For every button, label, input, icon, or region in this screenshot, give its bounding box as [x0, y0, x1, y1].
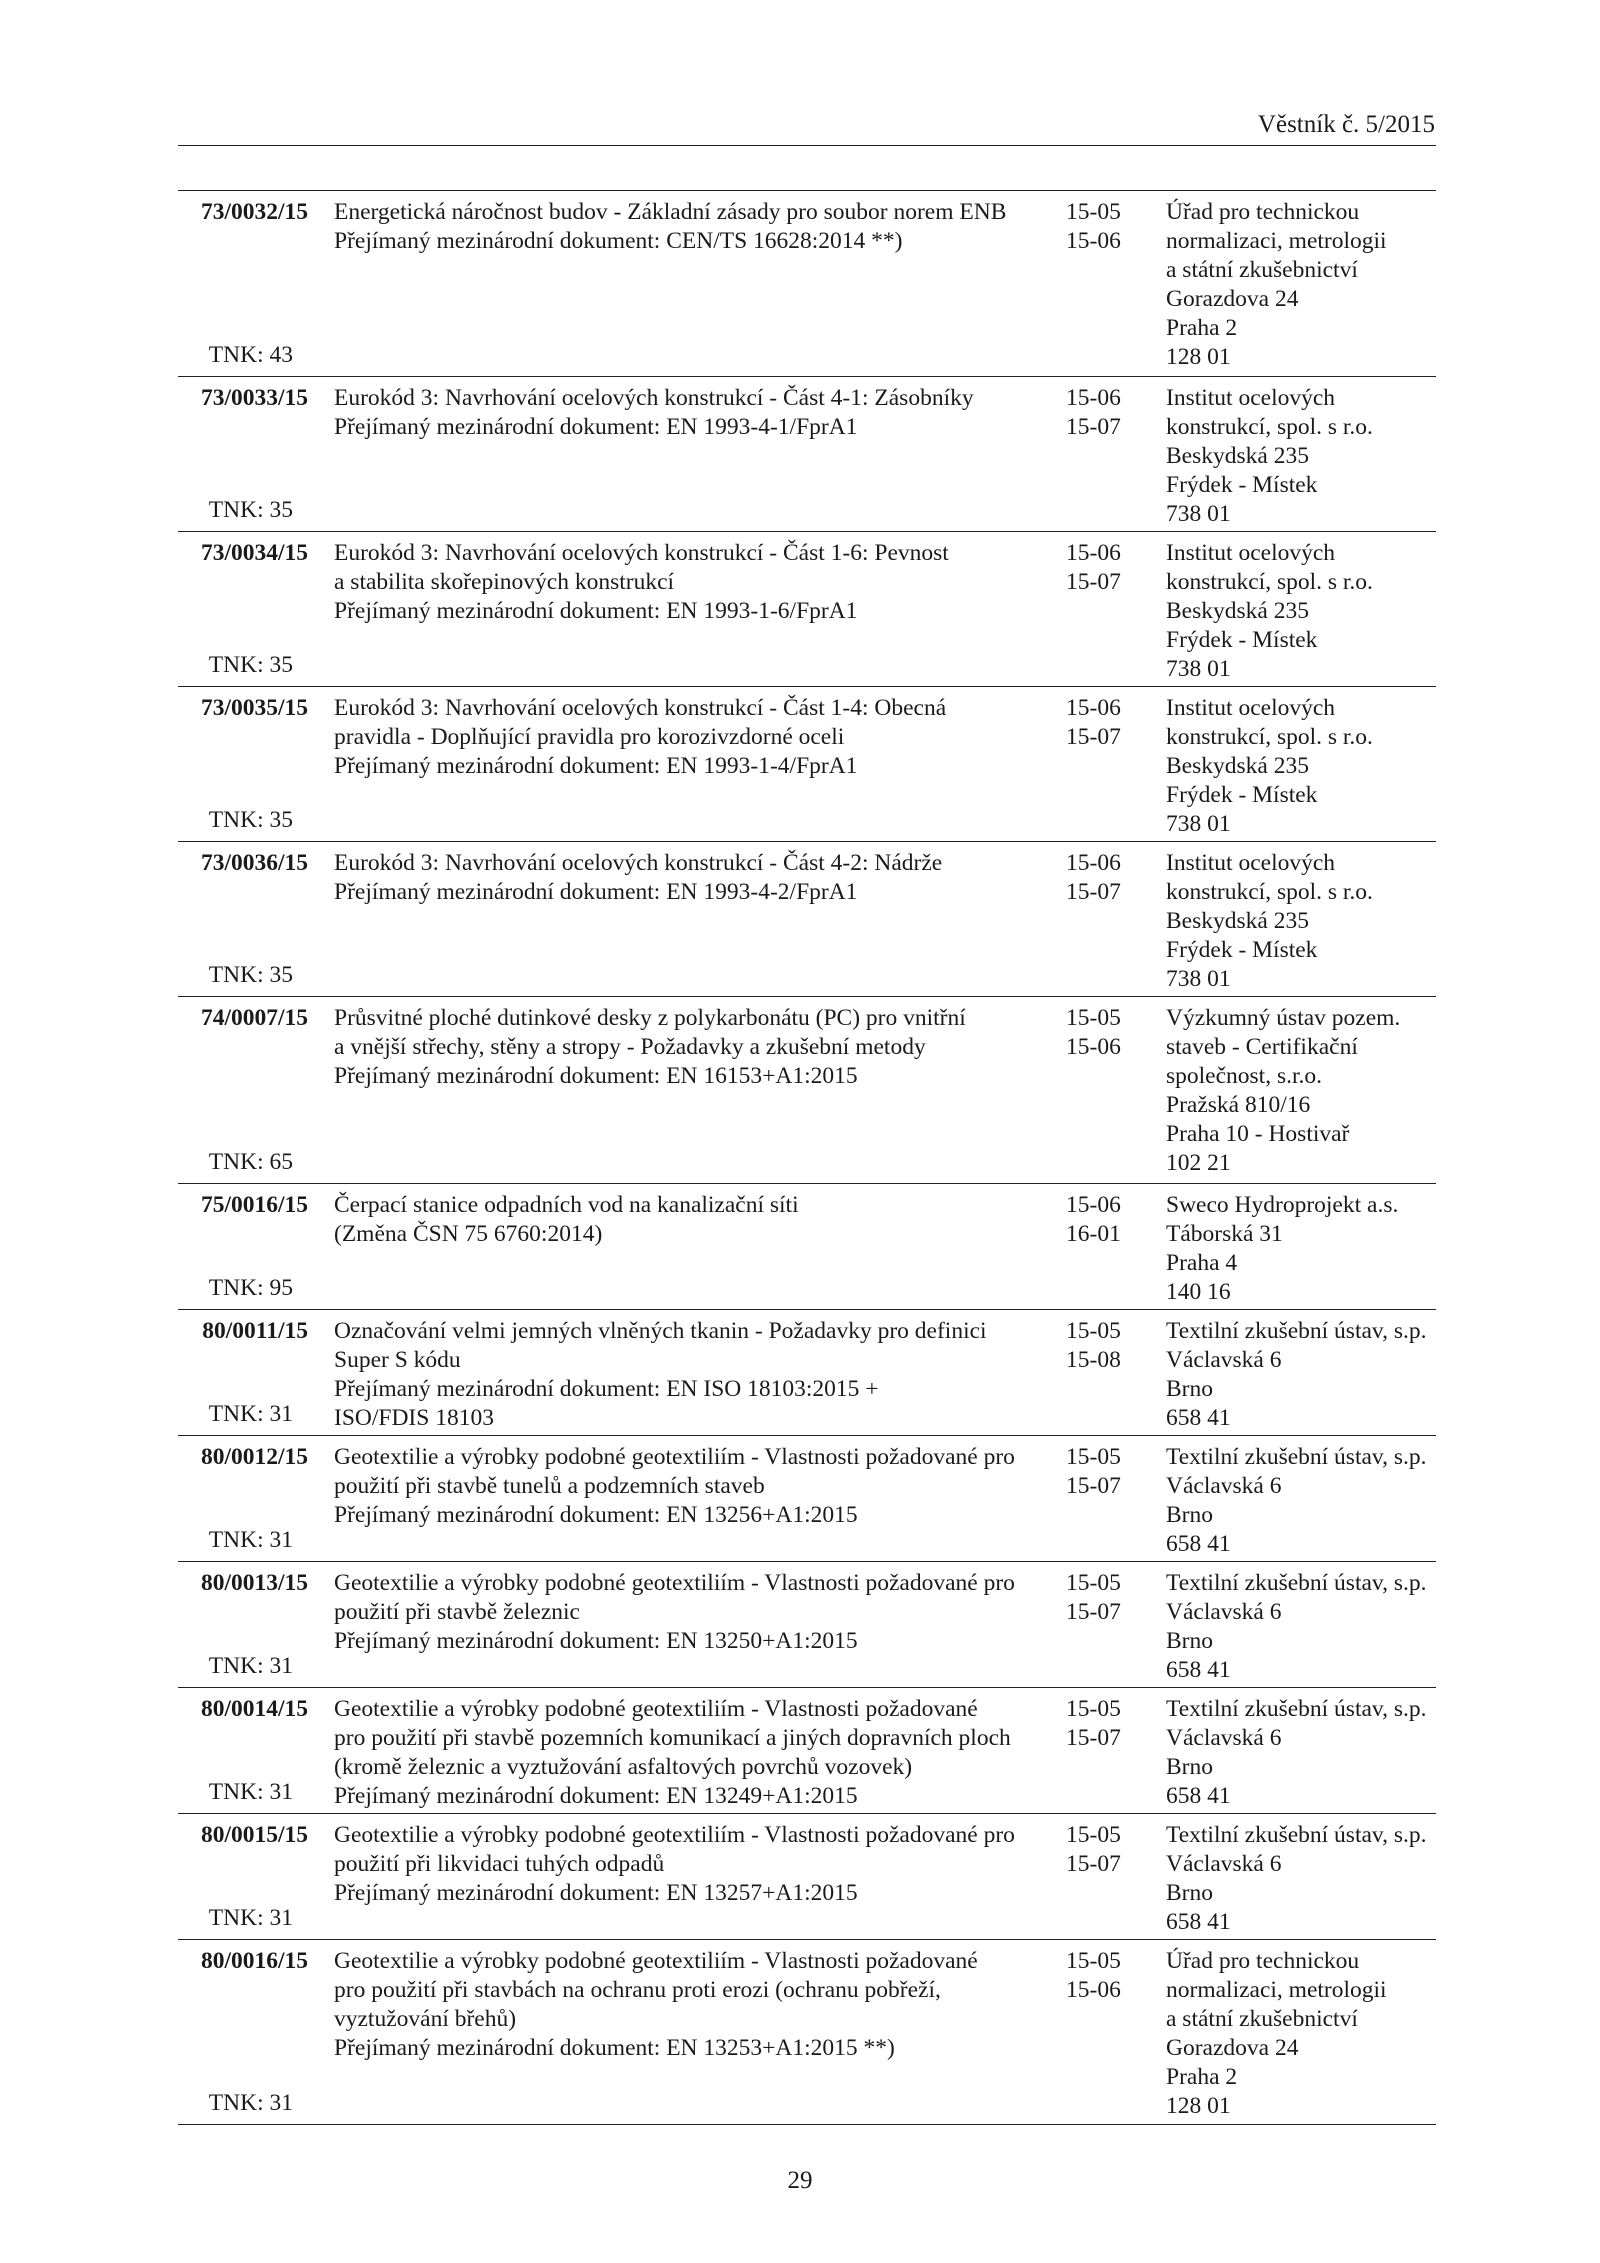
title-line: Přejímaný mezinárodní dokument: EN 13253+A1:2015 **) — [334, 2035, 895, 2061]
title-line: Přejímaný mezinárodní dokument: EN 1993-4-2/FprA1 — [334, 879, 858, 905]
organization-line: Táborská 31 — [1166, 1221, 1283, 1247]
date-value: 15-07 — [1066, 1851, 1121, 1877]
organization-line: a státní zkušebnictví — [1166, 257, 1358, 283]
standard-dates — [1066, 539, 1146, 597]
organization-line: 128 01 — [1166, 2093, 1231, 2119]
organization-line: Frýdek - Místek — [1166, 937, 1318, 963]
organization-line: Brno — [1166, 1628, 1213, 1654]
title-line: Geotextilie a výrobky podobné geotextiliím - Vlastnosti požadované pro — [334, 1822, 1015, 1848]
title-line: pravidla - Doplňující pravidla pro korozivzdorné oceli — [334, 724, 845, 750]
organization-line: Václavská 6 — [1166, 1473, 1282, 1499]
standard-code: 80/0013/15 — [200, 1570, 308, 1596]
date-value: 15-06 — [1066, 1034, 1121, 1060]
standard-dates — [1066, 1947, 1146, 2005]
organization-line: Sweco Hydroprojekt a.s. — [1166, 1192, 1399, 1218]
standard-title — [334, 1947, 1054, 2063]
date-value: 15-07 — [1066, 414, 1121, 440]
organization-line: Úřad pro technickou — [1166, 199, 1360, 225]
standard-code: 80/0015/15 — [200, 1822, 308, 1848]
processing-organization — [1166, 384, 1441, 529]
standard-code: 75/0016/15 — [200, 1192, 308, 1218]
organization-line: Václavská 6 — [1166, 1851, 1282, 1877]
organization-line: Praha 10 - Hostivař — [1166, 1121, 1350, 1147]
organization-line: Václavská 6 — [1166, 1347, 1282, 1373]
standard-dates — [1066, 849, 1146, 907]
organization-line: Brno — [1166, 1880, 1213, 1906]
title-line: Eurokód 3: Navrhování ocelových konstrukcí - Část 1-6: Pevnost — [334, 540, 949, 566]
tnk-number: TNK: 31 — [208, 2090, 293, 2116]
date-value: 15-06 — [1066, 695, 1121, 721]
standard-code: 80/0014/15 — [200, 1696, 308, 1722]
organization-line: Úřad pro technickou — [1166, 1948, 1360, 1974]
title-line: Přejímaný mezinárodní dokument: EN 1993-4-1/FprA1 — [334, 414, 858, 440]
table-row — [178, 377, 1436, 532]
date-value: 15-06 — [1066, 1192, 1121, 1218]
title-line: Geotextilie a výrobky podobné geotextiliím - Vlastnosti požadované pro — [334, 1444, 1015, 1470]
table-row — [178, 1814, 1436, 1940]
table-row — [178, 1562, 1436, 1688]
processing-organization — [1166, 1569, 1441, 1685]
organization-line: staveb - Certifikační — [1166, 1034, 1358, 1060]
organization-line: Textilní zkušební ústav, s.p. — [1166, 1696, 1427, 1722]
title-line: Označování velmi jemných vlněných tkanin - Požadavky pro definici — [334, 1318, 987, 1344]
standard-dates — [1066, 198, 1146, 256]
table-row — [178, 687, 1436, 842]
organization-line: 102 21 — [1166, 1150, 1231, 1176]
date-value: 15-07 — [1066, 1725, 1121, 1751]
title-line: Přejímaný mezinárodní dokument: EN 1993-1-4/FprA1 — [334, 753, 858, 779]
organization-line: Beskydská 235 — [1166, 753, 1309, 779]
organization-line: Václavská 6 — [1166, 1725, 1282, 1751]
organization-line: Frýdek - Místek — [1166, 472, 1318, 498]
table-row — [178, 1436, 1436, 1562]
standard-dates — [1066, 1821, 1146, 1879]
organization-line: Praha 4 — [1166, 1250, 1238, 1276]
organization-line: Textilní zkušební ústav, s.p. — [1166, 1822, 1427, 1848]
title-line: (Změna ČSN 75 6760:2014) — [334, 1221, 603, 1247]
organization-line: 738 01 — [1166, 966, 1231, 992]
standard-code: 73/0032/15 — [200, 199, 308, 225]
tnk-number: TNK: 31 — [208, 1653, 293, 1679]
organization-line: Pražská 810/16 — [1166, 1092, 1311, 1118]
date-value: 15-05 — [1066, 1005, 1121, 1031]
date-value: 15-07 — [1066, 1473, 1121, 1499]
processing-organization — [1166, 539, 1441, 684]
tnk-number: TNK: 35 — [208, 807, 293, 833]
tnk-number: TNK: 43 — [208, 342, 293, 368]
page-header-title: Věstník č. 5/2015 — [1257, 111, 1435, 138]
organization-line: Brno — [1166, 1754, 1213, 1780]
standard-code: 80/0011/15 — [202, 1318, 308, 1344]
standard-title — [334, 849, 1054, 907]
standard-dates — [1066, 1191, 1146, 1249]
title-line: Přejímaný mezinárodní dokument: EN 1993-1-6/FprA1 — [334, 598, 858, 624]
date-value: 15-05 — [1066, 199, 1121, 225]
organization-line: 658 41 — [1166, 1405, 1231, 1431]
title-line: použití při likvidaci tuhých odpadů — [334, 1851, 665, 1877]
organization-line: Beskydská 235 — [1166, 443, 1309, 469]
processing-organization — [1166, 1947, 1441, 2121]
processing-organization — [1166, 1317, 1441, 1433]
date-value: 15-05 — [1066, 1318, 1121, 1344]
organization-line: Frýdek - Místek — [1166, 627, 1318, 653]
title-line: ISO/FDIS 18103 — [334, 1405, 494, 1431]
table-row — [178, 1940, 1436, 2125]
date-value: 15-05 — [1066, 1696, 1121, 1722]
standard-code: 74/0007/15 — [200, 1005, 308, 1031]
organization-line: Institut ocelových — [1166, 695, 1336, 721]
organization-line: 738 01 — [1166, 811, 1231, 837]
organization-line: 658 41 — [1166, 1531, 1231, 1557]
standard-title — [334, 384, 1054, 442]
title-line: Přejímaný mezinárodní dokument: EN 13257+A1:2015 — [334, 1880, 858, 1906]
standard-title — [334, 1317, 1054, 1433]
date-value: 15-07 — [1066, 724, 1121, 750]
organization-line: a státní zkušebnictví — [1166, 2006, 1358, 2032]
title-line: Eurokód 3: Navrhování ocelových konstrukcí - Část 4-1: Zásobníky — [334, 385, 974, 411]
organization-line: Frýdek - Místek — [1166, 782, 1318, 808]
standard-code: 73/0033/15 — [200, 385, 308, 411]
processing-organization — [1166, 1695, 1441, 1811]
tnk-number: TNK: 31 — [208, 1779, 293, 1805]
organization-line: normalizaci, metrologii — [1166, 1977, 1387, 2003]
organization-line: Výzkumný ústav pozem. — [1166, 1005, 1401, 1031]
organization-line: Textilní zkušební ústav, s.p. — [1166, 1570, 1427, 1596]
table-row — [178, 1184, 1436, 1310]
organization-line: konstrukcí, spol. s r.o. — [1166, 879, 1373, 905]
tnk-number: TNK: 95 — [208, 1275, 293, 1301]
organization-line: Institut ocelových — [1166, 540, 1336, 566]
title-line: použití při stavbě železnic — [334, 1599, 580, 1625]
organization-line: Institut ocelových — [1166, 385, 1336, 411]
standard-title — [334, 694, 1054, 781]
processing-organization — [1166, 1004, 1441, 1178]
date-value: 15-06 — [1066, 850, 1121, 876]
title-line: pro použití při stavbě pozemních komunikací a jiných dopravních ploch — [334, 1725, 1011, 1751]
standard-dates — [1066, 1695, 1146, 1753]
standard-code: 80/0012/15 — [200, 1444, 308, 1470]
tnk-number: TNK: 65 — [208, 1149, 293, 1175]
tnk-number: TNK: 31 — [208, 1401, 293, 1427]
title-line: Přejímaný mezinárodní dokument: CEN/TS 16628:2014 **) — [334, 228, 903, 254]
processing-organization — [1166, 1443, 1441, 1559]
organization-line: Brno — [1166, 1376, 1213, 1402]
header-divider — [178, 145, 1436, 146]
title-line: Geotextilie a výrobky podobné geotextiliím - Vlastnosti požadované — [334, 1948, 978, 1974]
title-line: Čerpací stanice odpadních vod na kanalizační síti — [334, 1192, 799, 1218]
organization-line: Beskydská 235 — [1166, 908, 1309, 934]
standard-title — [334, 1191, 1054, 1249]
standards-table — [178, 191, 1436, 2125]
date-value: 15-07 — [1066, 879, 1121, 905]
standard-title — [334, 1695, 1054, 1811]
organization-line: Václavská 6 — [1166, 1599, 1282, 1625]
standard-dates — [1066, 694, 1146, 752]
organization-line: konstrukcí, spol. s r.o. — [1166, 414, 1373, 440]
title-line: Přejímaný mezinárodní dokument: EN 13250+A1:2015 — [334, 1628, 858, 1654]
table-row — [178, 1310, 1436, 1436]
organization-line: konstrukcí, spol. s r.o. — [1166, 724, 1373, 750]
organization-line: konstrukcí, spol. s r.o. — [1166, 569, 1373, 595]
processing-organization — [1166, 198, 1441, 372]
page-number: 29 — [787, 2167, 813, 2194]
title-line: Geotextilie a výrobky podobné geotextiliím - Vlastnosti požadované pro — [334, 1570, 1015, 1596]
table-row — [178, 1688, 1436, 1814]
date-value: 15-05 — [1066, 1444, 1121, 1470]
title-line: Eurokód 3: Navrhování ocelových konstrukcí - Část 1-4: Obecná — [334, 695, 947, 721]
organization-line: 658 41 — [1166, 1657, 1231, 1683]
date-value: 15-05 — [1066, 1822, 1121, 1848]
organization-line: Institut ocelových — [1166, 850, 1336, 876]
organization-line: Gorazdova 24 — [1166, 2035, 1299, 2061]
organization-line: 658 41 — [1166, 1783, 1231, 1809]
organization-line: Beskydská 235 — [1166, 598, 1309, 624]
date-value: 15-06 — [1066, 228, 1121, 254]
organization-line: společnost, s.r.o. — [1166, 1063, 1323, 1089]
standard-code: 73/0034/15 — [200, 540, 308, 566]
standard-code: 80/0016/15 — [200, 1948, 308, 1974]
title-line: Přejímaný mezinárodní dokument: EN 13249+A1:2015 — [334, 1783, 858, 1809]
title-line: Přejímaný mezinárodní dokument: EN 13256+A1:2015 — [334, 1502, 858, 1528]
title-line: Průsvitné ploché dutinkové desky z polykarbonátu (PC) pro vnitřní — [334, 1005, 966, 1031]
organization-line: 738 01 — [1166, 501, 1231, 527]
date-value: 15-07 — [1066, 569, 1121, 595]
title-line: a vnější střechy, stěny a stropy - Požadavky a zkušební metody — [334, 1034, 926, 1060]
processing-organization — [1166, 1191, 1441, 1307]
title-line: Super S kódu — [334, 1347, 461, 1373]
table-row — [178, 997, 1436, 1184]
tnk-number: TNK: 31 — [208, 1527, 293, 1553]
tnk-number: TNK: 35 — [208, 497, 293, 523]
organization-line: normalizaci, metrologii — [1166, 228, 1387, 254]
standard-title — [334, 1569, 1054, 1656]
date-value: 15-08 — [1066, 1347, 1121, 1373]
title-line: Eurokód 3: Navrhování ocelových konstrukcí - Část 4-2: Nádrže — [334, 850, 943, 876]
standard-code: 73/0036/15 — [200, 850, 308, 876]
organization-line: 738 01 — [1166, 656, 1231, 682]
date-value: 15-05 — [1066, 1570, 1121, 1596]
title-line: Geotextilie a výrobky podobné geotextiliím - Vlastnosti požadované — [334, 1696, 978, 1722]
date-value: 15-05 — [1066, 1948, 1121, 1974]
organization-line: 128 01 — [1166, 344, 1231, 370]
title-line: pro použití při stavbách na ochranu proti erozi (ochranu pobřeží, — [334, 1977, 941, 2003]
table-row — [178, 532, 1436, 687]
standard-title — [334, 1821, 1054, 1908]
tnk-number: TNK: 35 — [208, 962, 293, 988]
organization-line: 658 41 — [1166, 1909, 1231, 1935]
organization-line: Praha 2 — [1166, 315, 1238, 341]
standard-title — [334, 1443, 1054, 1530]
standard-title — [334, 539, 1054, 626]
processing-organization — [1166, 694, 1441, 839]
standard-dates — [1066, 1569, 1146, 1627]
organization-line: 140 16 — [1166, 1279, 1231, 1305]
standard-title — [334, 198, 1054, 256]
date-value: 15-07 — [1066, 1599, 1121, 1625]
standard-title — [334, 1004, 1054, 1091]
standard-dates — [1066, 1317, 1146, 1375]
date-value: 15-06 — [1066, 385, 1121, 411]
standard-code: 73/0035/15 — [200, 695, 308, 721]
tnk-number: TNK: 31 — [208, 1905, 293, 1931]
standard-dates — [1066, 1443, 1146, 1501]
title-line: vyztužování břehů) — [334, 2006, 517, 2032]
standard-dates — [1066, 1004, 1146, 1062]
table-row — [178, 191, 1436, 377]
organization-line: Gorazdova 24 — [1166, 286, 1299, 312]
title-line: použití při stavbě tunelů a podzemních staveb — [334, 1473, 765, 1499]
standard-dates — [1066, 384, 1146, 442]
tnk-number: TNK: 35 — [208, 652, 293, 678]
title-line: Přejímaný mezinárodní dokument: EN ISO 18103:2015 + — [334, 1376, 879, 1402]
title-line: Energetická náročnost budov - Základní zásady pro soubor norem ENB — [334, 199, 1007, 225]
title-line: Přejímaný mezinárodní dokument: EN 16153+A1:2015 — [334, 1063, 858, 1089]
date-value: 16-01 — [1066, 1221, 1121, 1247]
table-row — [178, 842, 1436, 997]
date-value: 15-06 — [1066, 540, 1121, 566]
organization-line: Praha 2 — [1166, 2064, 1238, 2090]
organization-line: Brno — [1166, 1502, 1213, 1528]
organization-line: Textilní zkušební ústav, s.p. — [1166, 1444, 1427, 1470]
title-line: a stabilita skořepinových konstrukcí — [334, 569, 675, 595]
organization-line: Textilní zkušební ústav, s.p. — [1166, 1318, 1427, 1344]
processing-organization — [1166, 1821, 1441, 1937]
processing-organization — [1166, 849, 1441, 994]
date-value: 15-06 — [1066, 1977, 1121, 2003]
title-line: (kromě železnic a vyztužování asfaltových povrchů vozovek) — [334, 1754, 913, 1780]
